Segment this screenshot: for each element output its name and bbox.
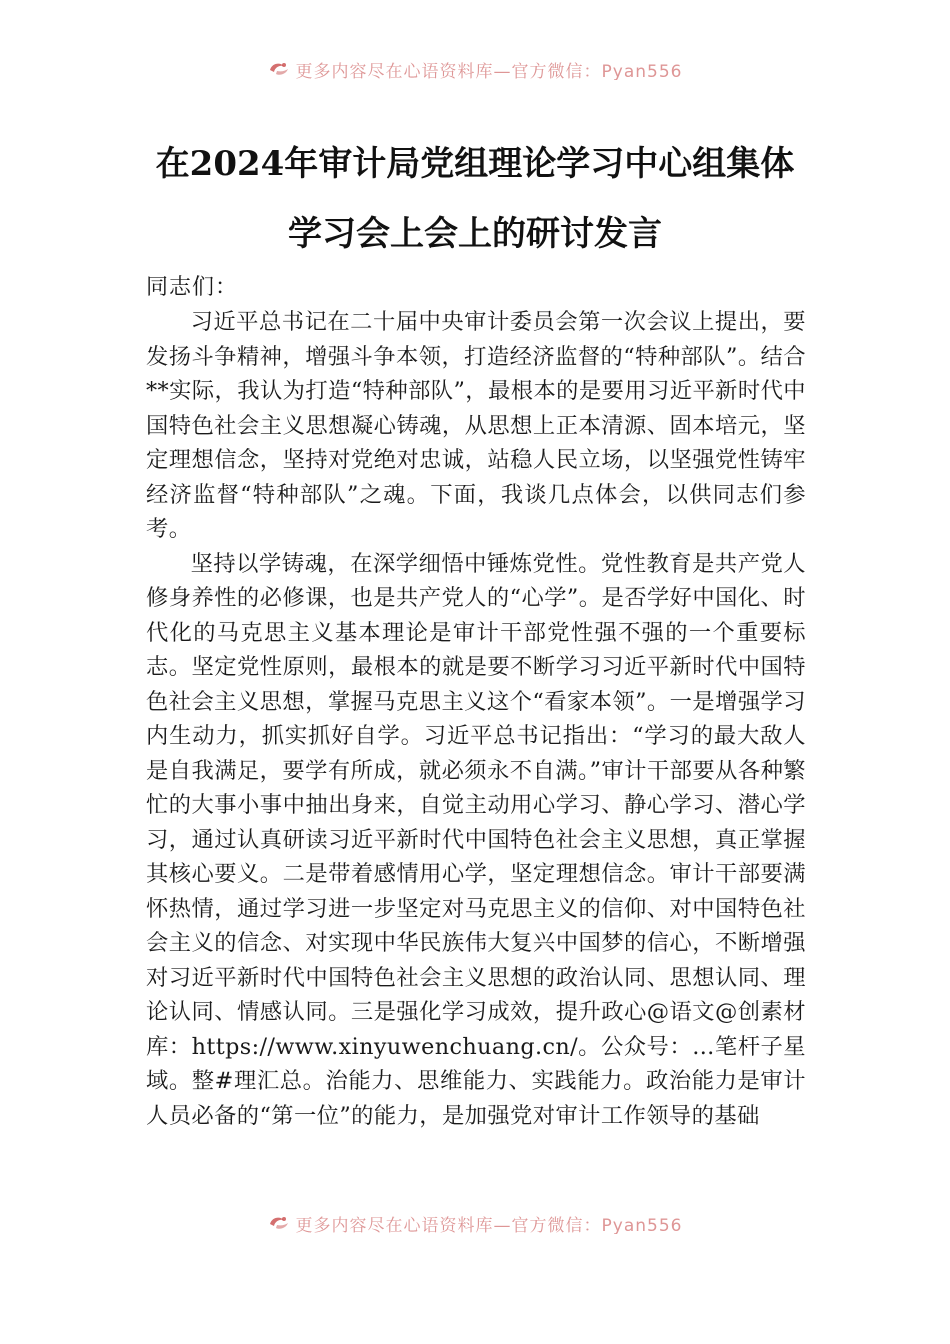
document-body bbox=[146, 305, 806, 1203]
document-title-line1: 在2024年审计局党组理论学习中心组集体 bbox=[155, 144, 795, 184]
watermark-logo-icon bbox=[268, 1214, 290, 1232]
footer-watermark bbox=[0, 1212, 950, 1234]
paragraph-study: 坚持以学铸魂，在深学细悟中锤炼党性。党性教育是共产党人修身养性的必修课，也是共产党人的“心学”。是否学好中国化、时代化的马克思主义基本理论是审计干部党性强不强的一个重要标志。坚定党性原则，最根本的就是要不断学习习近平新时代中国特色社会主义思想，掌握马克思主义这个“看家本领”。一是增强学习内生动力，抓实抓好自学。习近平总书记指出：“学习的最大敌人是自我满足，要学有所成，就必须永不自满。”审计干部要从各种繁忙的大事小事中抽出身来，自觉主动用心学习、静心学习、潜心学习，通过认真研读习近平新时代中国特色社会主义思想，真正掌握其核心要义。二是带着感情用心学，坚定理想信念。审计干部要满怀热情，通过学习进一步坚定对马克思主义的信仰、对中国特色社会主义的信念、对实现中华民族伟大复兴中国梦的信心，不断增强对习近平新时代中国特色社会主义思想的政治认同、思想认同、理论认同、情感认同。三是强化学习成效，提升政心@语文@创素材库：https://www.xinyuwenchuang.cn/。公众号：…笔杆子星域。整#理汇总。治能力、思维能力、实践能力。政治能力是审计人员必备的“第一位”的能力，是加强党对审计工作领导的基础 bbox=[146, 550, 806, 1129]
watermark-logo-icon bbox=[268, 60, 290, 78]
document-title-line2: 学习会上会上的研讨发言 bbox=[288, 214, 662, 254]
paragraph-intro: 习近平总书记在二十届中央审计委员会第一次会议上提出，要发扬斗争精神，增强斗争本领，打造经济监督的“特种部队”。结合**实际，我认为打造“特种部队”，最根本的是要用习近平新时代中国特色社会主义思想凝心铸魂，从思想上正本清源、固本培元，坚定理想信念，坚持对党绝对忠诚，站稳人民立场，以坚强党性铸牢经济监督“特种部队”之魂。下面，我谈几点体会，以供同志们参考。 bbox=[146, 309, 806, 542]
header-watermark bbox=[0, 58, 950, 80]
watermark-text: 更多内容尽在心语资料库—官方微信：Pyan556 bbox=[295, 1215, 683, 1234]
watermark-text: 更多内容尽在心语资料库—官方微信：Pyan556 bbox=[295, 61, 683, 80]
salutation: 同志们： bbox=[146, 275, 239, 300]
